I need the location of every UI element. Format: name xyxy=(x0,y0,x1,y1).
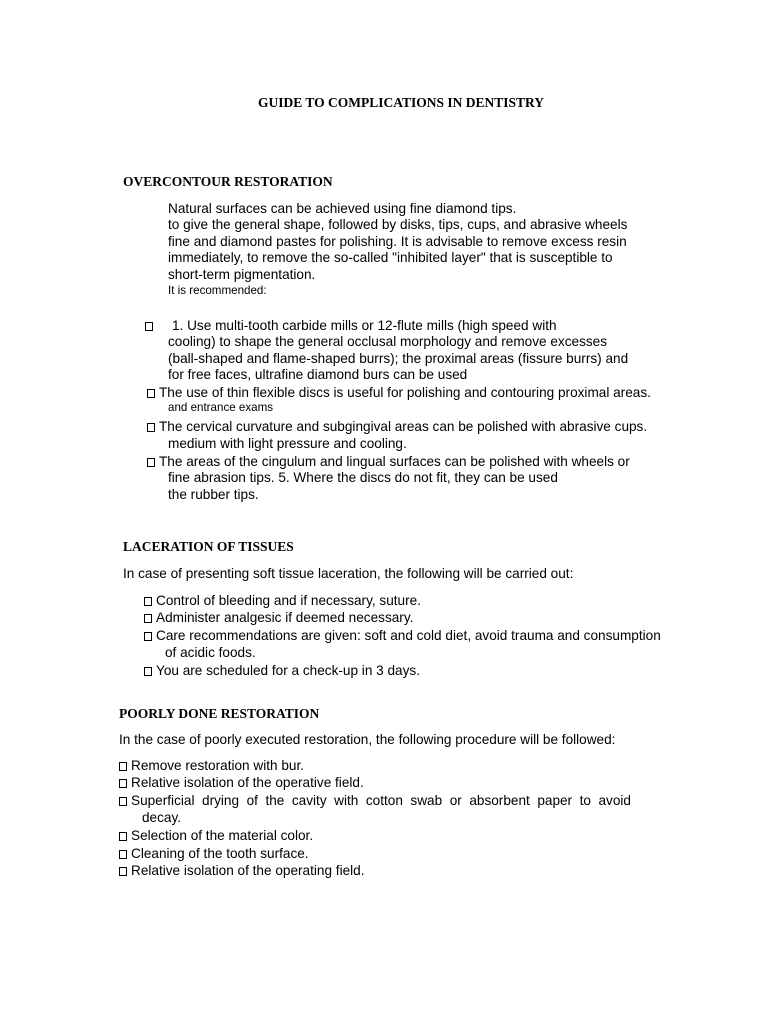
square-box-icon xyxy=(144,632,152,641)
list-item-text: 1. Use multi-tooth carbide mills or 12-flute mills (high speed with xyxy=(172,318,557,333)
list-item xyxy=(145,317,157,334)
square-box-icon xyxy=(119,762,127,771)
square-box-icon xyxy=(119,797,127,806)
list-item-text: Remove restoration with bur. xyxy=(131,758,305,773)
list-item xyxy=(119,757,304,774)
paragraph-line: fine and diamond pastes for polishing. It is advisable to remove excess resin xyxy=(168,234,627,249)
list-item-text: You are scheduled for a check-up in 3 days. xyxy=(156,663,420,678)
paragraph-line: immediately, to remove the so-called "inhibited layer" that is susceptible to xyxy=(168,250,613,265)
square-box-icon xyxy=(119,867,127,876)
list-item-text: for free faces, ultrafine diamond burs can be used xyxy=(168,367,468,382)
list-item xyxy=(147,384,651,401)
list-item-text: (ball-shaped and flame-shaped burrs); the proximal areas (fissure burrs) and xyxy=(168,351,629,366)
list-item-text: fine abrasion tips. 5. Where the discs do not fit, they can be used xyxy=(168,470,558,485)
square-box-icon xyxy=(147,423,155,432)
list-item-text: The areas of the cingulum and lingual surfaces can be polished with wheels or xyxy=(159,454,630,469)
list-item-text: The use of thin flexible discs is useful for polishing and contouring proximal areas. xyxy=(159,385,651,400)
square-box-icon xyxy=(144,614,152,623)
list-item-note: and entrance exams xyxy=(168,401,274,414)
square-box-icon xyxy=(145,322,153,331)
list-item-text: Relative isolation of the operating field. xyxy=(131,863,365,878)
paragraph-line: to give the general shape, followed by disks, tips, cups, and abrasive wheels xyxy=(168,217,628,232)
list-item xyxy=(147,418,647,435)
list-item xyxy=(119,827,313,844)
document-title: GUIDE TO COMPLICATIONS IN DENTISTRY xyxy=(257,95,545,110)
list-item-text: Care recommendations are given: soft and cold diet, avoid trauma and consumption xyxy=(156,628,661,643)
square-box-icon xyxy=(147,458,155,467)
list-item-text: Superficial drying of the cavity with cotton swab or absorbent paper to avoid xyxy=(131,793,631,808)
list-item xyxy=(147,453,630,470)
square-box-icon xyxy=(144,667,152,676)
list-item-text: The cervical curvature and subgingival areas can be polished with abrasive cups. xyxy=(159,419,648,434)
list-item-text: Selection of the material color. xyxy=(131,828,314,843)
list-item xyxy=(119,774,364,791)
section-heading-laceration: LACERATION OF TISSUES xyxy=(123,539,294,554)
list-item-text: medium with light pressure and cooling. xyxy=(168,436,407,451)
list-item xyxy=(119,792,631,809)
paragraph-line: Natural surfaces can be achieved using fine diamond tips. xyxy=(168,201,517,216)
list-item xyxy=(144,609,413,626)
paragraph-line: short-term pigmentation. xyxy=(168,267,316,282)
section-heading-overcontour: OVERCONTOUR RESTORATION xyxy=(123,174,333,189)
section-intro: In case of presenting soft tissue laceration, the following will be carried out: xyxy=(123,566,574,581)
list-item-text: the rubber tips. xyxy=(168,487,259,502)
recommended-note: It is recommended: xyxy=(168,284,267,297)
list-item xyxy=(144,592,421,609)
list-item-text: cooling) to shape the general occlusal morphology and remove excesses xyxy=(168,334,608,349)
list-item-text: Cleaning of the tooth surface. xyxy=(131,846,309,861)
list-item-text: decay. xyxy=(142,810,182,825)
list-item-text: Administer analgesic if deemed necessary. xyxy=(156,610,414,625)
list-item xyxy=(119,845,309,862)
list-item-text: Control of bleeding and if necessary, suture. xyxy=(156,593,421,608)
square-box-icon xyxy=(119,850,127,859)
square-box-icon xyxy=(144,597,152,606)
section-intro: In the case of poorly executed restoration, the following procedure will be followed: xyxy=(119,732,616,747)
square-box-icon xyxy=(119,779,127,788)
square-box-icon xyxy=(147,389,155,398)
list-item xyxy=(119,862,365,879)
section-heading-poorly-done: POORLY DONE RESTORATION xyxy=(119,706,320,721)
list-item xyxy=(144,627,661,644)
square-box-icon xyxy=(119,832,127,841)
list-item-text: Relative isolation of the operative field. xyxy=(131,775,364,790)
list-item-text: of acidic foods. xyxy=(165,645,256,660)
list-item xyxy=(144,662,420,679)
